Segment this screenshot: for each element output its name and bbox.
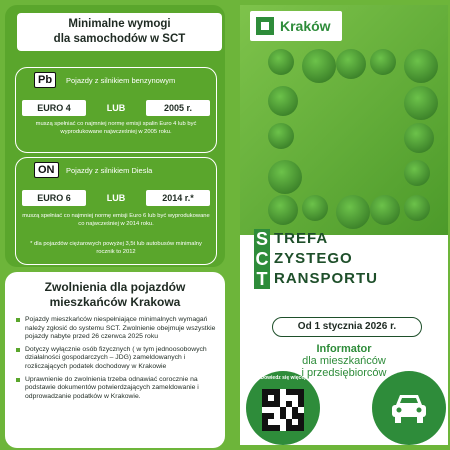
qr-cell [298,401,304,407]
diesel-label: Pojazdy z silnikiem Diesla [66,166,153,175]
exemption-item: Pojazdy mieszkańców niespełniające minimalnych wymagań należy zgłosić do systemu SCT. Zwolnienie obejmuje wszystkie pojazdy nabyte przed 26 czerwca 2025 roku [15,316,217,342]
sct-word: RANSPORTU [274,270,379,287]
tree-cluster [302,195,328,221]
tree-cluster [370,195,400,225]
diesel-norm: EURO 6 [22,190,86,206]
tree-cluster [370,49,396,75]
tree-cluster [268,49,294,75]
sct-line [254,269,444,289]
petrol-requirement-row [22,100,210,116]
petrol-or: LUB [106,103,126,113]
sct-word: TREFA [274,230,329,247]
diesel-requirement-row [22,190,210,206]
tree-cluster [302,49,336,83]
sct-letter: C [255,249,269,269]
petrol-badge: Pb [34,72,56,88]
start-date-badge: Od 1 stycznia 2026 r. [272,317,422,337]
requirements-title-line2: dla samochodów w SCT [53,33,186,45]
qr-label: Dowiedz się więcej [260,375,306,381]
tree-cluster [268,123,294,149]
krakow-logo-icon [256,17,274,35]
diesel-footnote: * dla pojazdów ciężarowych powyżej 3,5t lub autobusów minimalny rocznik to 2012 [30,241,202,255]
qr-code-icon[interactable] [262,389,304,431]
audience-line1: dla mieszkańców [302,355,386,367]
tree-cluster [336,49,366,79]
sct-line [254,249,444,269]
qr-cell [274,425,280,431]
tree-cluster [268,86,298,116]
krakow-logo-text: Kraków [280,18,331,34]
sct-title [254,229,444,289]
tree-cluster [268,195,298,225]
audience-line2: i przedsiębiorców [301,367,387,379]
exemptions-title-line2: mieszkańców Krakowa [49,295,181,309]
hero-panel [240,5,448,445]
tree-cluster [404,49,438,83]
qr-cell [268,413,274,419]
sct-word: ZYSTEGO [274,250,353,267]
diesel-badge: ON [34,162,59,178]
car-icon [390,391,428,425]
tree-cluster [404,123,434,153]
qr-code-badge[interactable] [246,371,320,445]
tree-cluster [404,86,438,120]
exemption-item: Uprawnienie do zwolnienia trzeba odnawiać corocznie na podstawie dokumentów potwierdzających zameldowanie i odprowadzanie podatków w Krakowie. [15,376,217,402]
tree-cluster [404,195,430,221]
diesel-or: LUB [106,193,126,203]
forest-illustration [240,5,448,235]
informator-title: Informator [316,343,372,355]
exemptions-title-line1: Zwolnienia dla pojazdów [44,280,186,294]
petrol-note: muszą spełniać co najmniej normę emisji spalin Euro 4 lub być wyprodukowane najwcześniej w 2005 roku. [35,121,197,135]
petrol-year: 2005 r. [146,100,210,116]
exemptions-list [15,316,217,405]
tree-cluster [404,160,430,186]
exemptions-card [5,272,225,448]
sct-letter: S [255,229,268,249]
requirements-title [17,13,222,51]
petrol-section [15,67,217,153]
sct-line [254,229,444,249]
tree-cluster [336,195,370,229]
exemptions-title [5,280,225,310]
diesel-year: 2014 r.* [146,190,210,206]
petrol-label: Pojazdy z silnikiem benzynowym [66,76,176,85]
tree-cluster [268,160,302,194]
qr-cell [298,425,304,431]
sct-letter: T [254,269,270,289]
petrol-norm: EURO 4 [22,100,86,116]
diesel-note: muszą spełniać co najmniej normę emisji Euro 6 lub być wyprodukowane co najwcześniej w 2014 roku. [22,213,210,227]
car-badge [372,371,446,445]
requirements-card [5,5,225,267]
diesel-section [15,157,217,265]
krakow-logo [250,11,342,41]
exemption-item: Dotyczy wyłącznie osób fizycznych ( w tym jednoosobowych działalności gospodarczych – JDG) zameldowanych i rozliczających podatek dochodowy w Krakowie [15,346,217,372]
requirements-title-line1: Minimalne wymogi [68,18,171,30]
